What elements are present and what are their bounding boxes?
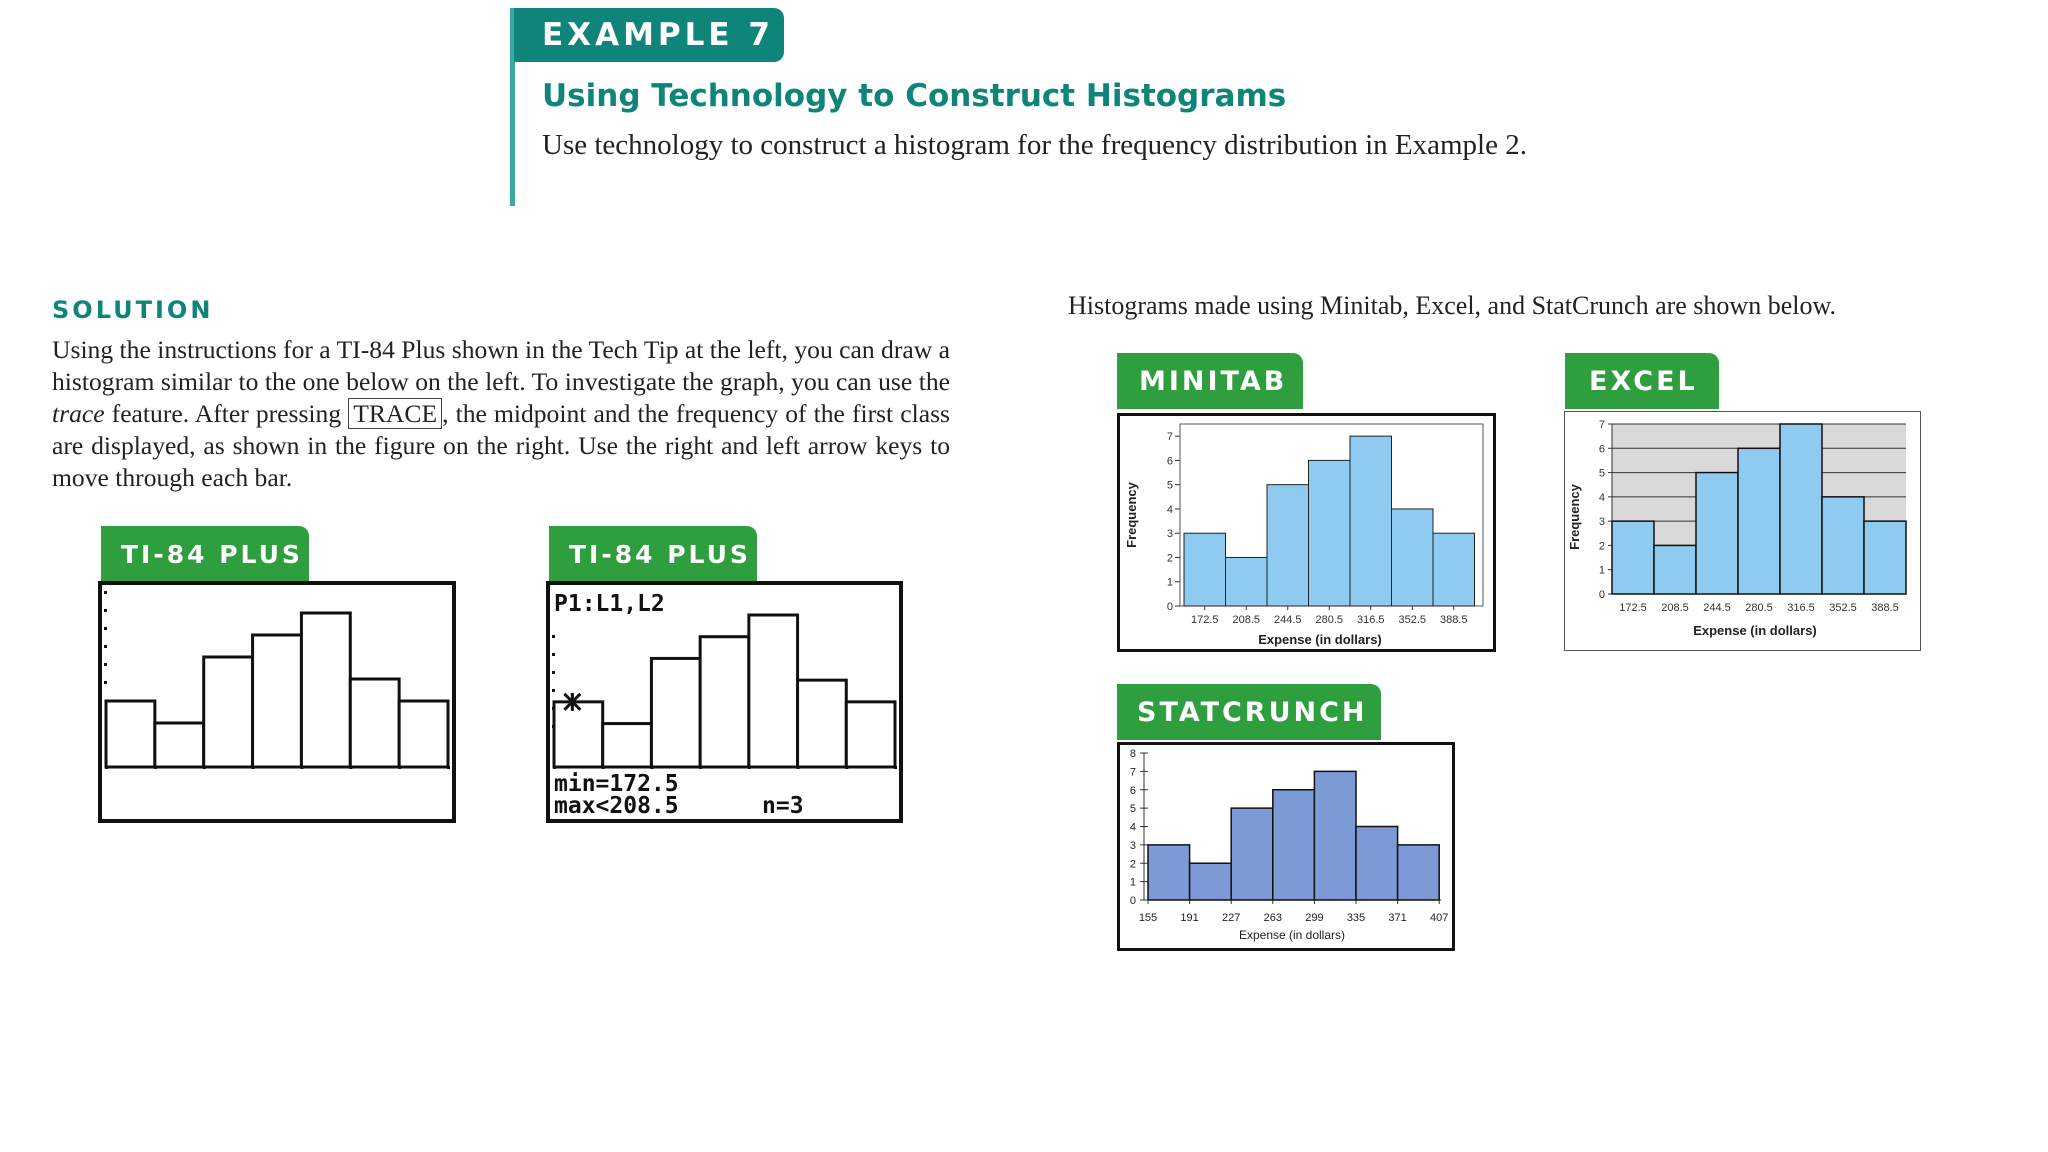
example-body: Use technology to construct a histogram for the frequency distribution in Example 2.: [542, 129, 1527, 161]
excel-chart-frame: [1564, 411, 1921, 651]
axis-dot: [552, 689, 555, 692]
axis-dot: [552, 725, 555, 728]
example-tab: EXAMPLE 7: [514, 8, 784, 62]
histogram-bar: [749, 615, 798, 767]
y-tick-label: 3: [1598, 516, 1605, 529]
histogram-bar: [846, 702, 895, 767]
x-tick-label: 388.5: [1439, 614, 1468, 626]
x-tick-label: 388.5: [1871, 602, 1899, 614]
x-axis-label: Expense (in dollars): [1238, 928, 1346, 942]
axis-dot: [845, 766, 848, 769]
histogram-bar: [1350, 436, 1392, 606]
x-tick-label: 227: [1222, 912, 1241, 924]
histogram-bar: [1267, 485, 1309, 606]
histogram-bar: [1184, 533, 1226, 606]
y-tick-label: 4: [1129, 821, 1136, 834]
histogram-bar: [1398, 845, 1440, 900]
x-axis-label: Expense (in dollars): [1258, 632, 1382, 647]
axis-dot: [104, 645, 107, 648]
axis-dot: [650, 766, 653, 769]
axis-dot: [894, 766, 897, 769]
y-tick-label: 2: [1598, 540, 1605, 553]
solution-text-part1: Using the instructions for a TI-84 Plus shown in the Tech Tip at the left, you can draw a histogram similar to the one below on the left. To investigate the graph, you can use the: [52, 335, 950, 396]
y-tick-label: 3: [1166, 528, 1173, 541]
axis-dot: [104, 681, 107, 684]
x-tick-label: 155: [1138, 912, 1158, 924]
excel-histogram: [1565, 412, 1919, 649]
x-tick-label: 172.5: [1190, 614, 1219, 626]
y-tick-label: 6: [1166, 455, 1173, 468]
statcrunch-chart-frame: [1117, 742, 1455, 951]
trace-min-readout: min=172.5: [554, 771, 679, 797]
trace-n-readout: n=3: [762, 793, 804, 819]
y-tick-label: 0: [1129, 895, 1136, 907]
y-tick-label: 7: [1598, 419, 1605, 431]
axis-dot: [203, 766, 206, 769]
histogram-bar: [603, 724, 652, 767]
histogram-bar: [106, 701, 155, 767]
y-tick-label: 6: [1129, 784, 1136, 797]
x-tick-label: 244.5: [1703, 602, 1731, 614]
histogram-bar: [1190, 863, 1232, 900]
histogram-bar: [1822, 497, 1864, 594]
axis-dot: [553, 766, 556, 769]
axis-dot: [300, 766, 303, 769]
x-tick-label: 280.5: [1745, 602, 1773, 614]
ti84-screen-1: [98, 581, 456, 823]
histogram-bar: [554, 702, 603, 767]
x-tick-label: 263: [1263, 912, 1282, 924]
minitab-chart-frame: [1117, 413, 1496, 652]
axis-dot: [105, 766, 108, 769]
ti84-trace-histogram: [550, 585, 899, 819]
x-tick-label: 172.5: [1619, 602, 1647, 614]
axis-dot: [552, 653, 555, 656]
histogram-bar: [700, 637, 749, 767]
axis-dot: [602, 766, 605, 769]
right-intro-text: Histograms made using Minitab, Excel, and StatCrunch are shown below.: [1068, 291, 1837, 320]
x-tick-label: 299: [1305, 912, 1324, 924]
axis-dot: [252, 766, 255, 769]
x-tick-label: 244.5: [1273, 614, 1302, 626]
histogram-bar: [1356, 827, 1398, 901]
axis-dot: [447, 766, 450, 769]
axis-dot: [349, 766, 352, 769]
excel-tab: EXCEL: [1565, 353, 1719, 409]
solution-text-part3: , the midpoint and the frequency of the first class are displayed, as shown in the figure on the right. Use the right and left arrow keys to move through each bar.: [52, 399, 950, 492]
ti84-screen-2: [546, 581, 903, 823]
x-axis-label: Expense (in dollars): [1693, 623, 1817, 638]
axis-dot: [398, 766, 401, 769]
axis-dot: [552, 707, 555, 710]
histogram-bar: [1864, 521, 1906, 594]
histogram-bar: [1392, 509, 1434, 606]
histogram-bar: [1309, 460, 1351, 606]
y-tick-label: 1: [1598, 564, 1605, 577]
histogram-bar: [301, 613, 350, 767]
x-tick-label: 352.5: [1398, 614, 1427, 626]
axis-dot: [104, 591, 107, 594]
y-tick-label: 3: [1129, 839, 1136, 852]
y-tick-label: 1: [1129, 876, 1136, 889]
axis-dot: [748, 766, 751, 769]
y-tick-label: 7: [1129, 766, 1136, 779]
y-tick-label: 8: [1129, 748, 1136, 760]
y-tick-label: 5: [1129, 803, 1136, 816]
solution-italic-word: trace: [52, 399, 105, 428]
histogram-bar: [1148, 845, 1190, 900]
x-tick-label: 352.5: [1829, 602, 1857, 614]
y-tick-label: 2: [1166, 552, 1173, 565]
histogram-bar: [1433, 533, 1475, 606]
minitab-tab: MINITAB: [1117, 353, 1303, 409]
histogram-bar: [204, 657, 253, 767]
axis-dot: [154, 766, 157, 769]
histogram-bar: [1314, 771, 1356, 900]
axis-dot: [699, 766, 702, 769]
x-tick-label: 335: [1346, 912, 1366, 924]
trace-key: TRACE: [348, 398, 442, 429]
histogram-bar: [651, 658, 700, 767]
y-tick-label: 0: [1166, 601, 1173, 613]
histogram-bar: [1696, 473, 1738, 594]
solution-text-part2: feature. After pressing: [104, 399, 349, 428]
statcrunch-tab: STATCRUNCH: [1117, 684, 1381, 740]
histogram-bar: [1780, 424, 1822, 594]
histogram-bar: [350, 679, 399, 767]
example-title: Using Technology to Construct Histograms: [542, 78, 1287, 114]
x-tick-label: 208.5: [1232, 614, 1261, 626]
histogram-bar: [399, 701, 448, 767]
axis-dot: [797, 766, 800, 769]
axis-dot: [552, 635, 555, 638]
x-tick-label: 280.5: [1315, 614, 1344, 626]
histogram-bar: [1226, 557, 1268, 606]
histogram-bar: [798, 680, 847, 767]
axis-dot: [104, 627, 107, 630]
y-axis-label: Frequency: [1567, 484, 1582, 550]
x-tick-label: 208.5: [1661, 602, 1689, 614]
y-tick-label: 0: [1598, 589, 1605, 601]
x-tick-label: 191: [1180, 912, 1199, 924]
x-tick-label: 371: [1388, 912, 1407, 924]
trace-max-readout: max<208.5: [554, 793, 679, 819]
histogram-bar: [1273, 790, 1315, 900]
axis-dot: [552, 671, 555, 674]
y-tick-label: 6: [1598, 443, 1605, 456]
y-tick-label: 4: [1166, 503, 1173, 516]
x-tick-label: 316.5: [1356, 614, 1385, 626]
histogram-bar: [155, 723, 204, 767]
histogram-bar: [253, 635, 302, 767]
histogram-bar: [1654, 545, 1696, 594]
statcrunch-histogram: [1120, 745, 1452, 948]
y-tick-label: 4: [1598, 491, 1605, 504]
ti84-histogram-1: [102, 585, 452, 819]
ti84-tab-2: TI-84 PLUS: [549, 526, 757, 582]
y-tick-label: 1: [1166, 576, 1173, 589]
histogram-bar: [1612, 521, 1654, 594]
y-tick-label: 2: [1129, 858, 1136, 871]
solution-text: [52, 334, 950, 494]
y-tick-label: 7: [1166, 431, 1173, 444]
solution-heading: SOLUTION: [52, 296, 214, 324]
axis-dot: [104, 609, 107, 612]
y-axis-label: Frequency: [1124, 482, 1139, 548]
ti84-tab-1: TI-84 PLUS: [101, 526, 309, 582]
x-tick-label: 316.5: [1787, 602, 1815, 614]
y-tick-label: 5: [1598, 467, 1605, 480]
y-tick-label: 5: [1166, 479, 1173, 492]
trace-plot-label: P1:L1,L2: [554, 591, 665, 617]
histogram-bar: [1231, 808, 1273, 900]
histogram-bar: [1738, 448, 1780, 594]
x-tick-label: 407: [1430, 912, 1449, 924]
axis-dot: [104, 663, 107, 666]
minitab-histogram: [1120, 416, 1493, 649]
